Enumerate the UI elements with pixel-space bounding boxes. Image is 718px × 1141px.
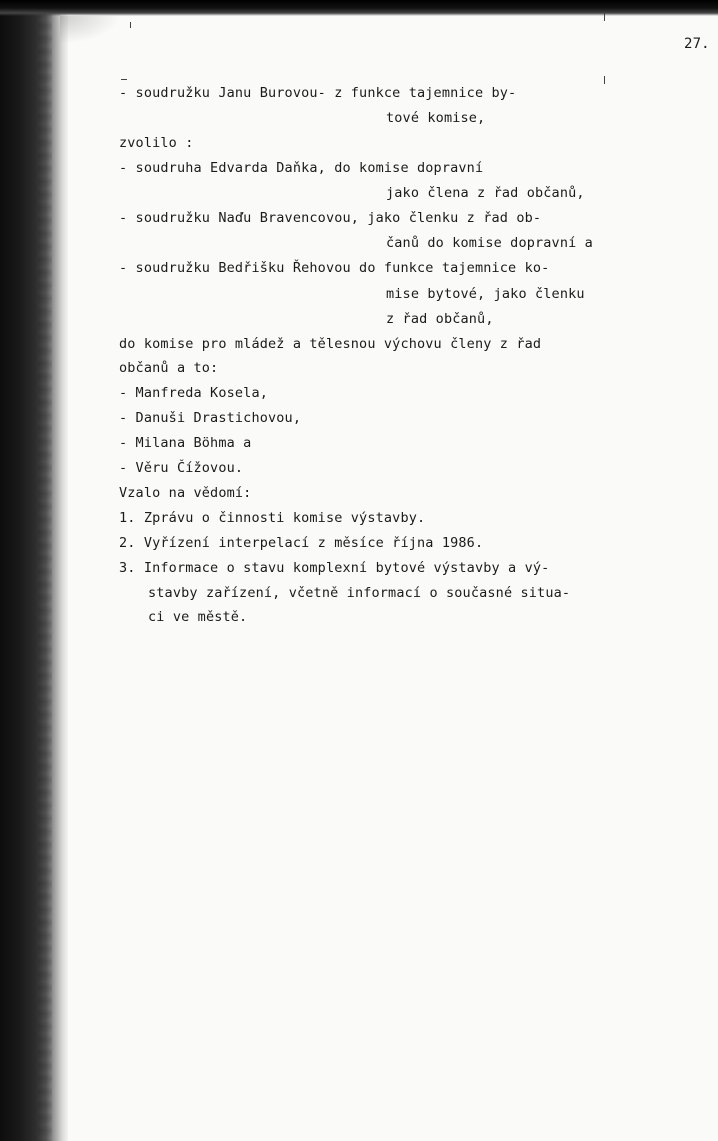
top-edge-shadow [0, 0, 718, 16]
book-binding-shadow [0, 0, 68, 1141]
document-line: - Milana Böhma a [119, 435, 252, 451]
document-line: - Danuši Drastichovou, [119, 410, 302, 426]
document-line: 2. Vyřízení interpelací z měsíce října 1986. [119, 535, 484, 551]
document-line: - soudružku Janu Burovou- z funkce tajemnice by- [119, 85, 517, 101]
document-line: - soudružku Naďu Bravencovou, jako členku z řad ob- [119, 210, 542, 226]
scan-mark [604, 12, 605, 21]
document-line: 3. Informace o stavu komplexní bytové výstavby a vý- [119, 560, 550, 576]
document-line: čanů do komise dopravní a [386, 235, 593, 251]
top-corner-shadow [60, 16, 120, 44]
scan-mark [121, 79, 127, 80]
page-number: 27. [684, 36, 710, 52]
document-line: - Manfreda Kosela, [119, 385, 268, 401]
document-line: ci ve městě. [148, 609, 248, 625]
document-line: Vzalo na vědomí: [119, 485, 252, 501]
scan-mark [130, 22, 131, 28]
document-line: - Věru Čížovou. [119, 460, 244, 476]
document-line: mise bytové, jako členku [386, 286, 585, 302]
document-line: z řad občanů, [386, 311, 494, 327]
document-line: - soudruha Edvarda Daňka, do komise dopravní [119, 160, 484, 176]
document-line: 1. Zprávu o činnosti komise výstavby. [119, 510, 426, 526]
document-line: tové komise, [386, 110, 486, 126]
document-line: do komise pro mládež a tělesnou výchovu členy z řad [119, 336, 542, 352]
document-line: jako člena z řad občanů, [386, 185, 585, 201]
binding-texture [38, 0, 52, 1141]
document-line: - soudružku Bedřišku Řehovou do funkce tajemnice ko- [119, 260, 550, 276]
document-line: stavby zařízení, včetně informací o současné situa- [148, 585, 571, 601]
document-line: občanů a to: [119, 360, 219, 376]
scan-mark [604, 76, 605, 84]
document-line: zvolilo : [119, 135, 194, 151]
